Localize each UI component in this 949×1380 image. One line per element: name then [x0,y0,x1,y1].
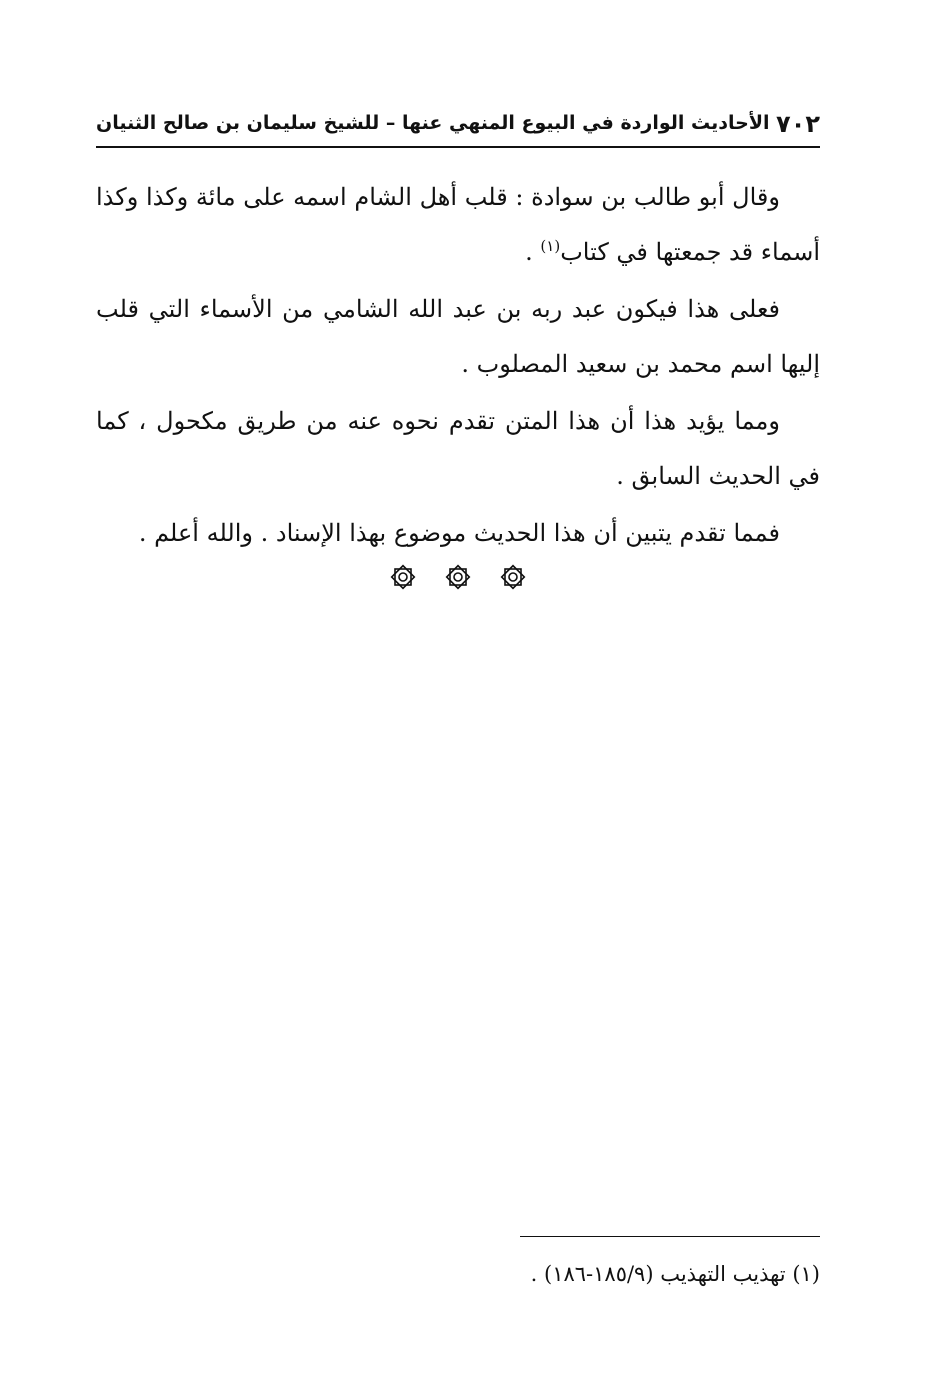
paragraph-text: وقال أبو طالب بن سوادة : قلب أهل الشام اسمه على مائة وكذا وكذا أسماء قد جمعتها في كتاب [96,183,820,266]
footnote: (١) تهذيب التهذيب (١٨٥/٩-١٨٦) . [530,1262,820,1286]
page-header [96,106,820,148]
paragraph [96,170,820,280]
paragraph: فمما تقدم يتبين أن هذا الحديث موضوع بهذا الإسناد . والله أعلم . [138,519,780,547]
footnote-reference: (١) [540,237,561,255]
section-end-ornaments [96,562,820,592]
running-title: الأحاديث الواردة في البيوع المنهي عنها – للشيخ سليمان بن صالح الثنيان [96,112,770,134]
main-text [96,170,820,563]
paragraph: ومما يؤيد هذا أن هذا المتن تقدم نحوه عنه من طريق مكحول ، كما في الحديث السابق . [96,407,820,490]
eight-point-star-icon [498,562,528,592]
page-number: ٧٠٢ [776,110,820,138]
eight-point-star-icon [443,562,473,592]
paragraph-end: . [525,238,541,266]
eight-point-star-icon [388,562,418,592]
footnote-separator [520,1236,820,1237]
paragraph: فعلى هذا فيكون عبد ربه بن عبد الله الشامي من الأسماء التي قلب إليها اسم محمد بن سعيد المصلوب . [96,295,820,378]
